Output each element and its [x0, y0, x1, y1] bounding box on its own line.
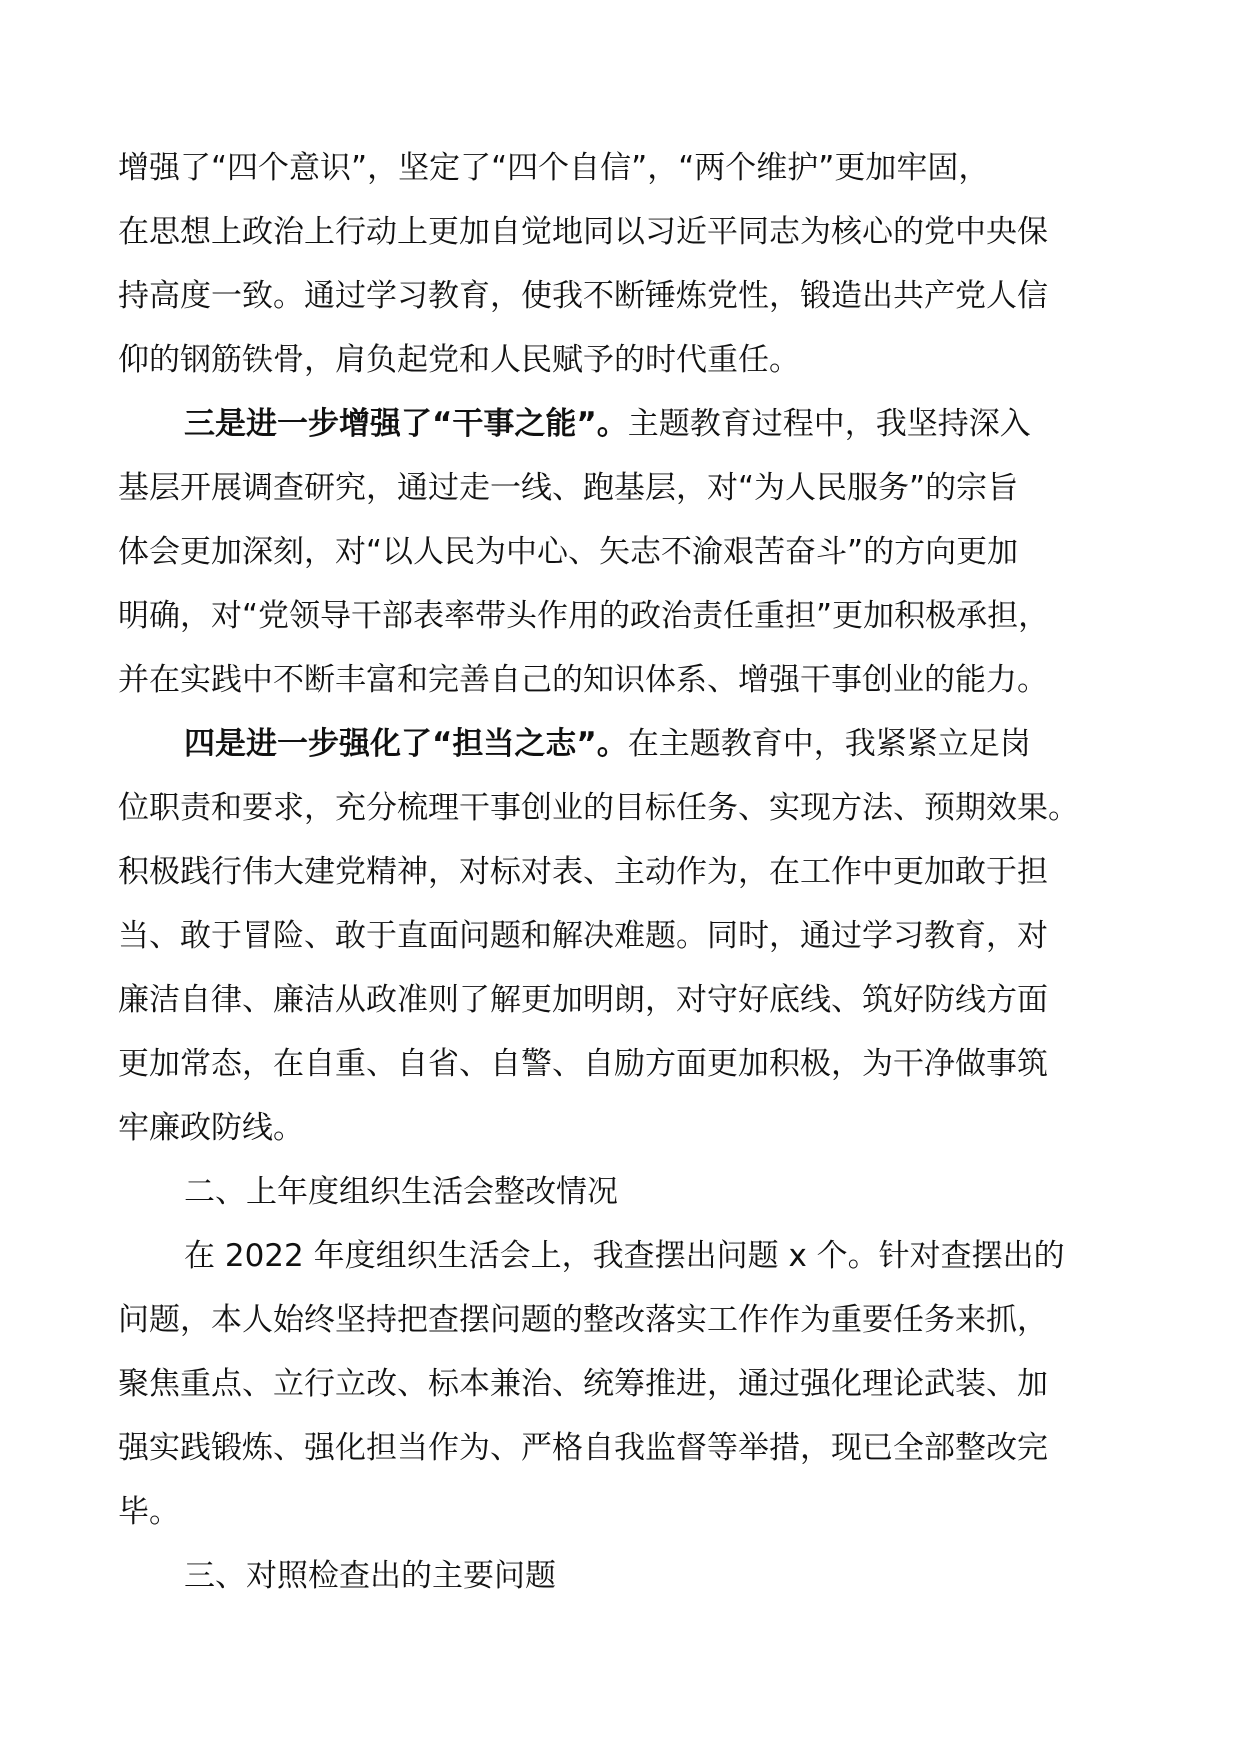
text-line: 牢廉政防线。	[118, 1110, 304, 1146]
paragraph-first-line	[118, 392, 1130, 456]
text-line: 强实践锻炼、强化担当作为、严格自我监督等举措，现已全部整改完	[118, 1430, 1048, 1466]
text-line: 廉洁自律、廉洁从政准则了解更加明朗，对守好底线、筑好防线方面	[118, 982, 1048, 1018]
paragraph-first-line	[118, 712, 1130, 776]
text-line: 在思想上政治上行动上更加自觉地同以习近平同志为核心的党中央保	[118, 214, 1048, 250]
paragraph-heading: 三是进一步增强了“干事之能”。	[184, 406, 628, 442]
paragraph-responsibility	[118, 712, 1130, 1160]
text-line: 积极践行伟大建党精神，对标对表、主动作为，在工作中更加敢于担	[118, 854, 1048, 890]
text-line: 体会更加深刻，对“以人民为中心、矢志不渝艰苦奋斗”的方向更加	[118, 534, 1019, 570]
text-line: 基层开展调查研究，通过走一线、跑基层，对“为人民服务”的宗旨	[118, 470, 1019, 506]
document-body	[118, 136, 1130, 1608]
paragraph-text: 主题教育过程中，我坚持深入	[627, 406, 1031, 442]
paragraph-text: 在主题教育中，我紧紧立足岗	[627, 726, 1031, 762]
text-line: 持高度一致。通过学习教育，使我不断锤炼党性，锻造出共产党人信	[118, 278, 1048, 314]
text-line: 明确，对“党领导干部表率带头作用的政治责任重担”更加积极承担，	[118, 598, 1050, 634]
paragraph-ability	[118, 392, 1130, 712]
text-line: 问题，本人始终坚持把查摆问题的整改落实工作作为重要任务来抓，	[118, 1302, 1048, 1338]
paragraph-first-line: 在 2022 年度组织生活会上，我查摆出问题 x 个。针对查摆出的	[184, 1238, 1065, 1274]
text-line: 更加常态，在自重、自省、自警、自励方面更加积极，为干净做事筑	[118, 1046, 1048, 1082]
paragraph-rectification	[118, 1224, 1130, 1544]
paragraph-four-consciousness	[118, 136, 1130, 392]
text-line: 并在实践中不断丰富和完善自己的知识体系、增强干事创业的能力。	[118, 662, 1048, 698]
text-line: 当、敢于冒险、敢于直面问题和解决难题。同时，通过学习教育，对	[118, 918, 1048, 954]
text-line: 增强了“四个意识”，坚定了“四个自信”，“两个维护”更加牢固，	[118, 150, 990, 186]
text-line: 聚焦重点、立行立改、标本兼治、统筹推进，通过强化理论武装、加	[118, 1366, 1048, 1402]
section-heading: 三、对照检查出的主要问题	[184, 1558, 556, 1594]
paragraph-heading: 四是进一步强化了“担当之志”。	[184, 726, 628, 762]
section-heading: 二、上年度组织生活会整改情况	[184, 1174, 618, 1210]
text-line: 位职责和要求，充分梳理干事创业的目标任务、实现方法、预期效果。	[118, 790, 1079, 826]
text-line: 仰的钢筋铁骨，肩负起党和人民赋予的时代重任。	[118, 342, 800, 378]
text-line: 毕。	[118, 1494, 180, 1530]
